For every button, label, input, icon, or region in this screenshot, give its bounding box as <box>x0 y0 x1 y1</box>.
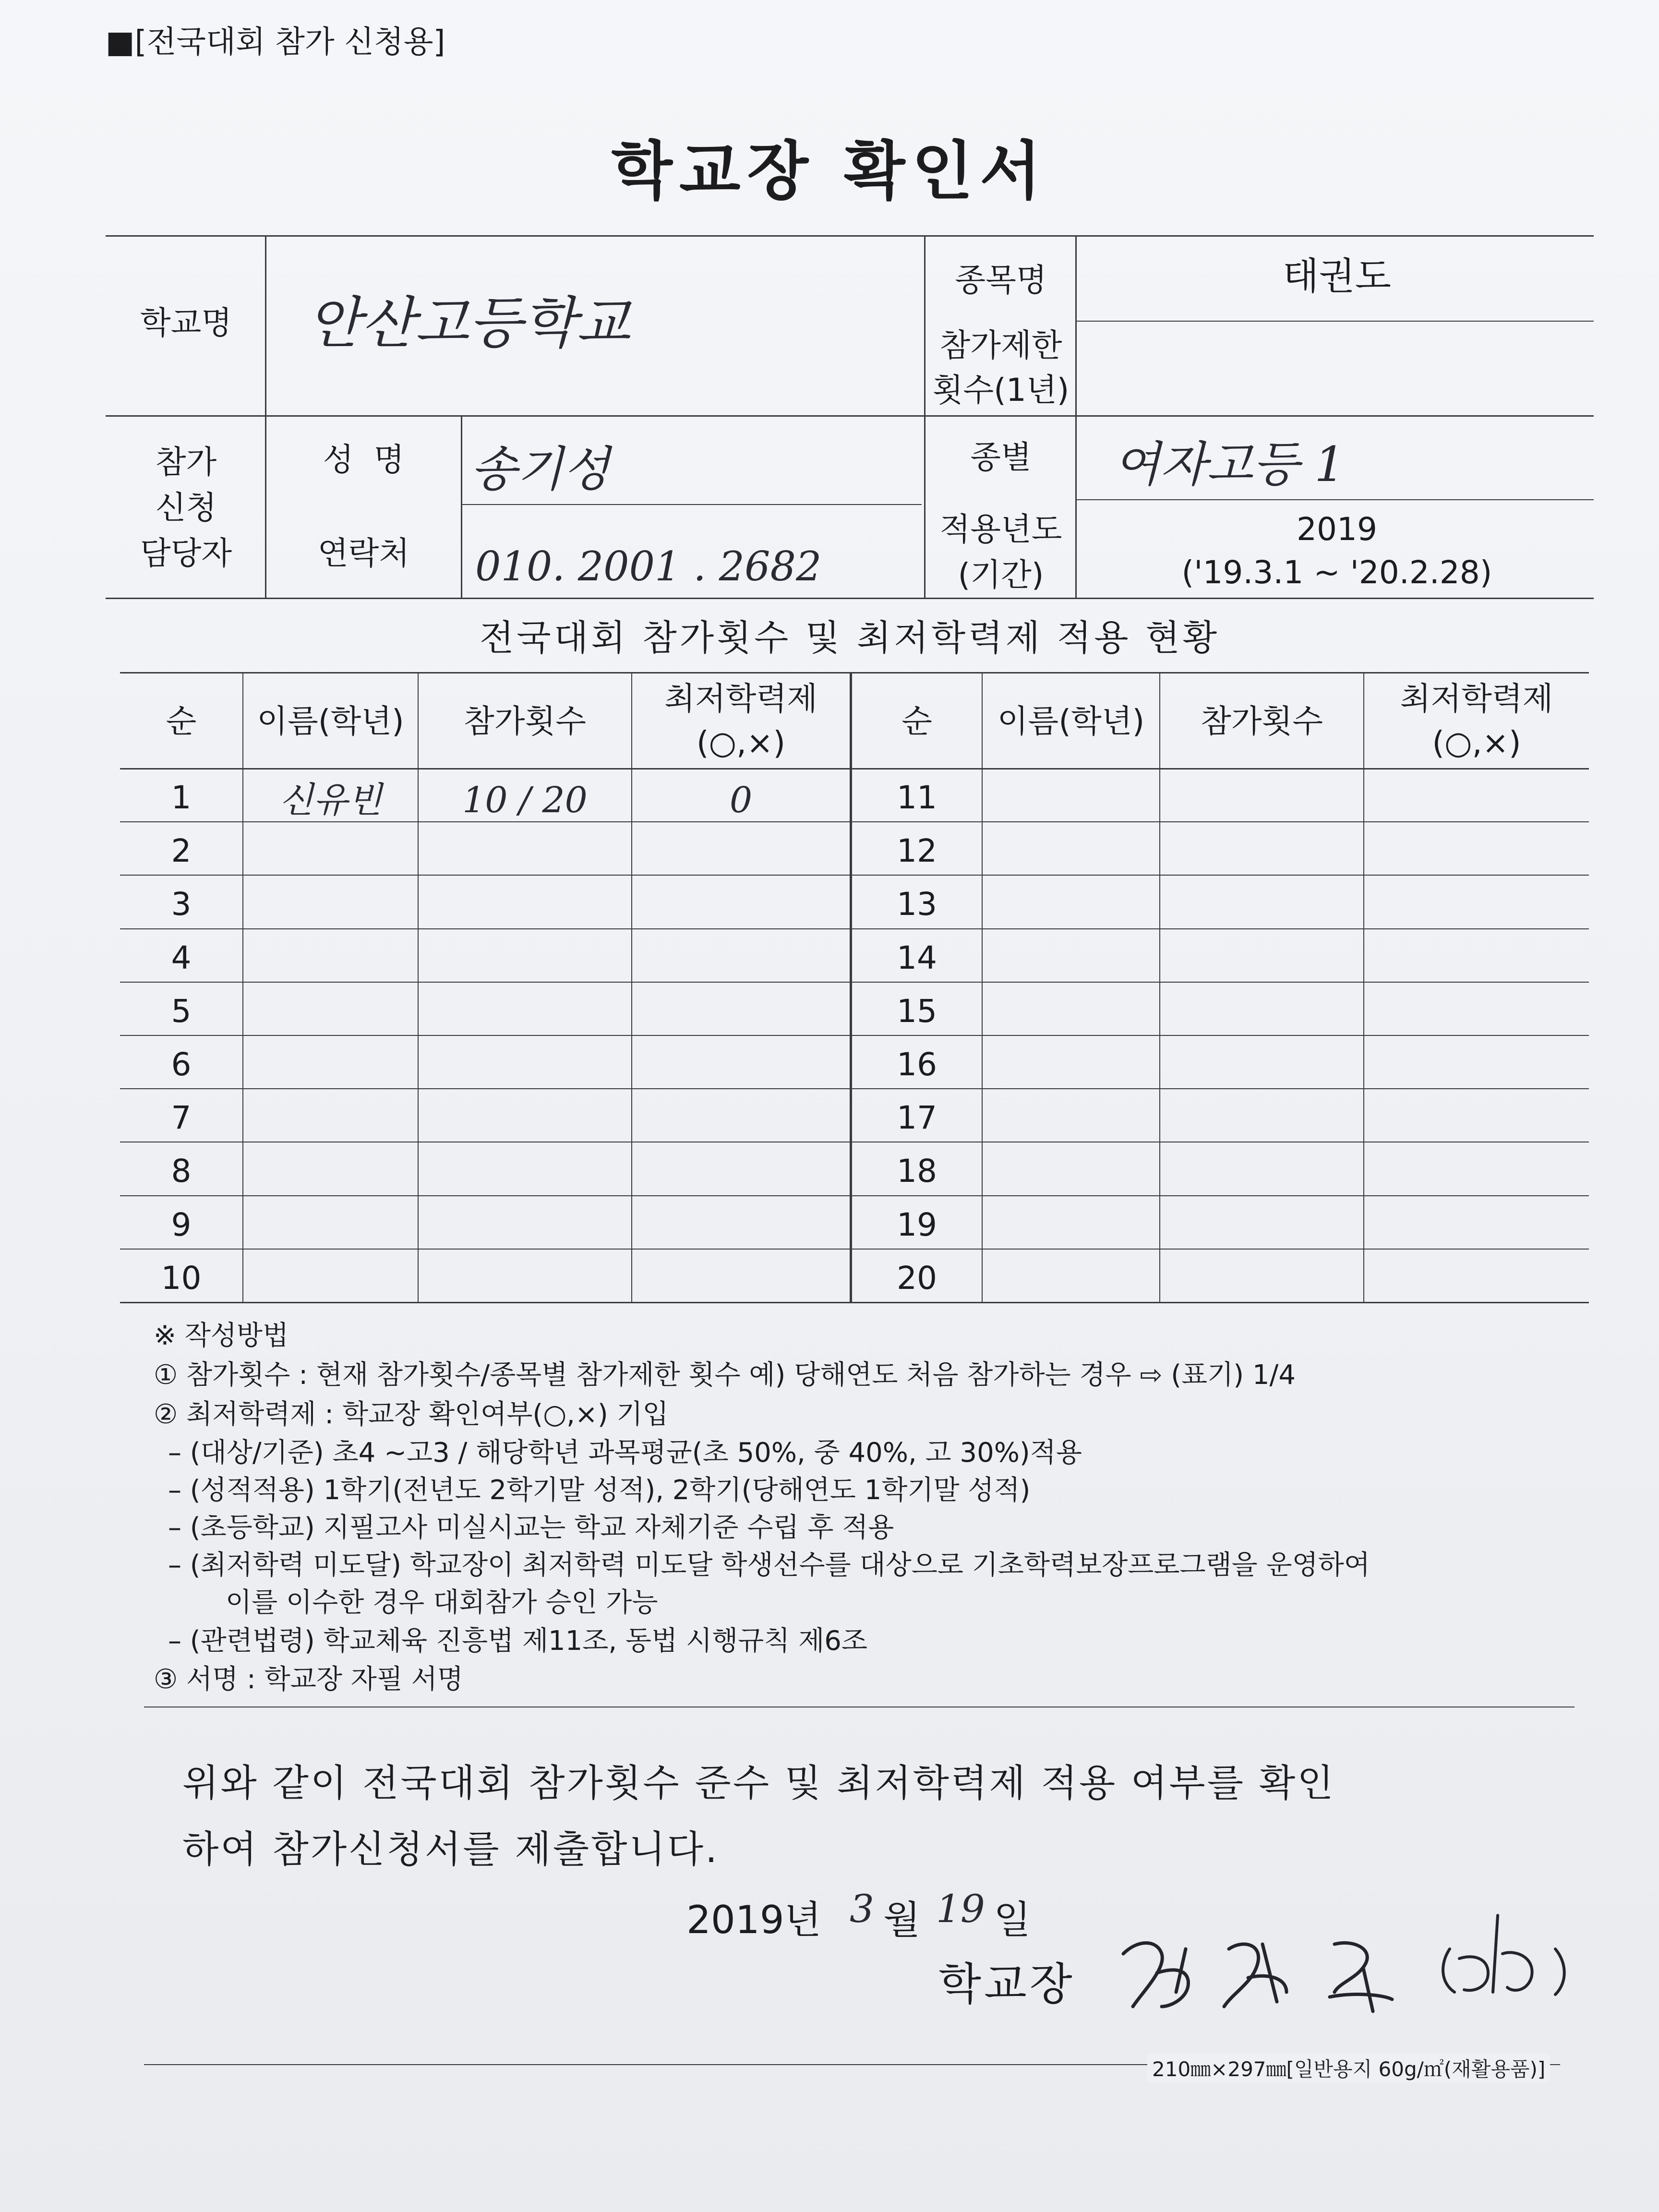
note-min-academic: ② 최저학력제 : 학교장 확인여부(○,×) 기입 <box>154 1399 669 1430</box>
note-grade-application: – (성적적용) 1학기(전년도 2학기말 성적), 2학기(당해연도 1학기말 성적) <box>168 1475 1031 1506</box>
limit-label-line1: 참가제한 <box>939 327 1062 364</box>
table-cell-left-no: 6 <box>171 1046 192 1083</box>
header-min-left-line2: (○,×) <box>696 724 786 761</box>
date-year: 2019년 <box>686 1898 821 1942</box>
note-related-law: – (관련법령) 학교체육 진흥법 제11조, 동법 시행규칙 제6조 <box>168 1625 868 1657</box>
section-title: 전국대회 참가횟수 및 최저학력제 적용 현황 <box>479 617 1220 659</box>
header-min-left-line1: 최저학력제 <box>664 680 817 717</box>
declaration-line1: 위와 같이 전국대회 참가횟수 준수 및 최저학력제 적용 여부를 확인 <box>182 1762 1335 1805</box>
year-value-line1: 2019 <box>1297 511 1377 548</box>
table-cell-left-mark: 0 <box>729 780 753 821</box>
header-name-left: 이름(학년) <box>257 703 404 740</box>
header-no-left: 순 <box>166 703 197 740</box>
school-name-label: 학교명 <box>140 304 232 341</box>
applicant-label-line1: 참가 <box>155 444 217 481</box>
year-value-line2: ('19.3.1 ~ '20.2.28) <box>1181 554 1492 591</box>
table-row-divider <box>120 1195 1589 1196</box>
date-month: 3 <box>850 1887 874 1931</box>
school-name-value: 안산고등학교 <box>307 291 630 356</box>
notes-heading: ※ 작성방법 <box>154 1320 289 1351</box>
year-label-line1: 적용년도 <box>939 511 1062 548</box>
limit-label-line2: 횟수(1년) <box>932 372 1070 409</box>
table-cell-right-no: 15 <box>897 992 937 1030</box>
table-cell-right-no: 17 <box>897 1099 937 1137</box>
paper-spec-footer: 210㎜×297㎜[일반용지 60g/㎡(재활용품)] <box>1147 2054 1550 2082</box>
category-label: 종별 <box>970 439 1032 476</box>
declaration-line2: 하여 참가신청서를 제출합니다. <box>182 1828 719 1871</box>
note-target-standard: – (대상/기준) 초4 ~고3 / 해당학년 과목평균(초 50%, 중 40%, 고 30%)적용 <box>168 1437 1082 1468</box>
table-cell-left-no: 2 <box>171 832 192 870</box>
table-cell-right-no: 20 <box>897 1259 937 1297</box>
table-row-divider <box>120 1249 1589 1250</box>
date-month-unit: 월 <box>883 1898 921 1942</box>
principal-label: 학교장 <box>938 1959 1075 2010</box>
table-row-divider <box>120 982 1589 983</box>
year-label-line2: (기간) <box>958 556 1044 593</box>
table-cell-right-no: 14 <box>897 939 937 976</box>
form-tag: ■[전국대회 참가 신청용] <box>106 24 445 60</box>
contact-name-label: 성 명 <box>323 441 405 478</box>
table-cell-left-no: 9 <box>171 1206 192 1243</box>
table-row-divider <box>120 1088 1589 1089</box>
header-name-right: 이름(학년) <box>997 703 1145 740</box>
header-min-right-line2: (○,×) <box>1432 724 1521 761</box>
document-title: 학교장 확인서 <box>611 134 1048 208</box>
table-cell-right-no: 11 <box>897 779 937 816</box>
event-label: 종목명 <box>955 262 1047 299</box>
table-row-divider <box>120 928 1589 929</box>
applicant-label-line2: 신청 <box>155 489 217 526</box>
table-cell-left-name: 신유빈 <box>279 780 382 821</box>
table-cell-right-no: 12 <box>897 832 937 870</box>
contact-phone-value: 010. 2001 . 2682 <box>475 543 822 590</box>
table-cell-left-no: 5 <box>171 992 192 1030</box>
principal-signature <box>1104 1896 1584 2021</box>
category-value: 여자고등 1 <box>1114 436 1345 493</box>
table-cell-left-no: 8 <box>171 1153 192 1190</box>
date-day: 19 <box>936 1887 985 1931</box>
table-cell-right-no: 19 <box>897 1206 937 1243</box>
table-cell-right-no: 13 <box>897 886 937 923</box>
contact-name-value: 송기성 <box>470 441 610 497</box>
header-min-right-line1: 최저학력제 <box>1400 680 1553 717</box>
table-row-divider <box>120 875 1589 876</box>
table-cell-right-no: 18 <box>897 1153 937 1190</box>
table-cell-left-no: 1 <box>171 779 192 816</box>
date-day-unit: 일 <box>994 1898 1031 1942</box>
note-elementary: – (초등학교) 지필고사 미실시교는 학교 자체기준 수립 후 적용 <box>168 1512 894 1543</box>
note-participation-count: ① 참가횟수 : 현재 참가횟수/종목별 참가제한 횟수 예) 당해연도 처음 참가하는 경우 ⇨ (표기) 1/4 <box>154 1359 1296 1391</box>
table-cell-left-count: 10 / 20 <box>462 780 588 821</box>
table-cell-right-no: 16 <box>897 1046 937 1083</box>
event-value: 태권도 <box>1282 255 1392 298</box>
header-count-left: 참가횟수 <box>463 703 587 740</box>
note-unmet-standard-cont: 이를 이수한 경우 대회참가 승인 가능 <box>226 1587 658 1618</box>
table-cell-left-no: 4 <box>171 939 192 976</box>
contact-phone-label: 연락처 <box>317 535 410 572</box>
header-count-right: 참가횟수 <box>1200 703 1323 740</box>
table-cell-left-no: 3 <box>171 886 192 923</box>
table-cell-left-no: 7 <box>171 1099 192 1137</box>
table-cell-left-no: 10 <box>161 1259 202 1297</box>
note-signature: ③ 서명 : 학교장 자필 서명 <box>154 1664 463 1695</box>
table-row-divider <box>120 1035 1589 1036</box>
note-unmet-standard: – (최저학력 미도달) 학교장이 최저학력 미도달 학생선수를 대상으로 기초학력보장프로그램을 운영하여 <box>168 1550 1370 1581</box>
header-no-right: 순 <box>902 703 932 740</box>
applicant-label-line3: 담당자 <box>140 535 232 572</box>
